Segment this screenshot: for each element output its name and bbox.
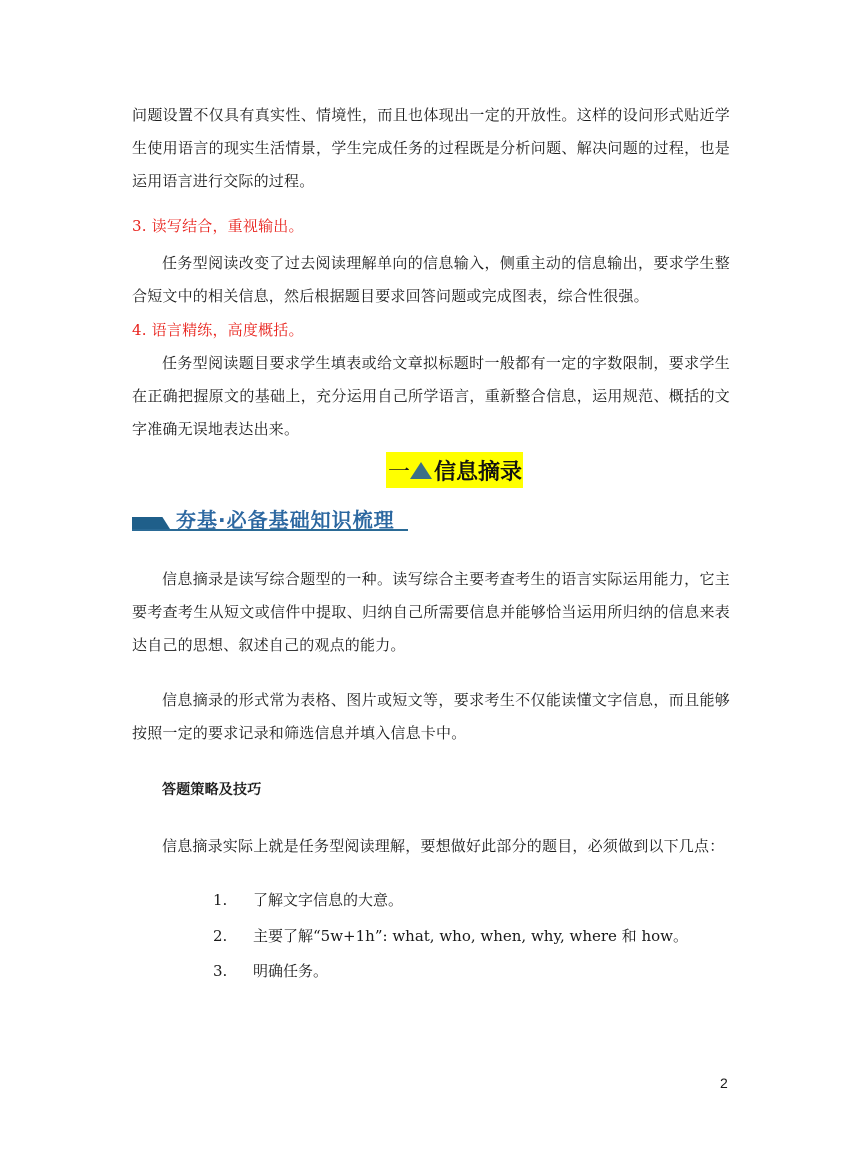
list-number: 1. <box>213 891 228 909</box>
point-3-heading: 3. 读写结合，重视输出。 <box>132 217 304 235</box>
list-item <box>213 925 688 946</box>
paragraph-definition: 信息摘录是读写综合题型的一种。读写综合主要考查考生的语言实际运用能力，它主要考查考生从短文或信件中提取、归纳自己所需要信息并能够恰当运用所归纳的信息来表达自己的思想、叙述自己的观点的能力。 <box>132 570 730 654</box>
paragraph-point-4: 任务型阅读题目要求学生填表或给文章拟标题时一般都有一定的字数限制，要求学生在正确把握原文的基础上，充分运用自己所学语言，重新整合信息，运用规范、概括的文字准确无误地表达出来。 <box>132 354 730 438</box>
list-item <box>213 889 403 910</box>
section-banner <box>132 500 432 538</box>
paragraph-strategy: 信息摘录实际上就是任务型阅读理解，要想做好此部分的题目，必须做到以下几点： <box>162 837 725 855</box>
list-text: 主要了解“5w+1h”: what, who, when, why, where 和 how。 <box>253 927 688 945</box>
banner-bar-icon <box>132 517 170 529</box>
paragraph-point-3: 任务型阅读改变了过去阅读理解单向的信息输入，侧重主动的信息输出，要求学生整合短文中的相关信息，然后根据题目要求回答问题或完成图表，综合性很强。 <box>132 254 730 305</box>
triangle-icon <box>410 462 432 479</box>
list-text: 明确任务。 <box>253 962 329 980</box>
paragraph-forms: 信息摘录的形式常为表格、图片或短文等，要求考生不仅能读懂文字信息，而且能够按照一定的要求记录和筛选信息并填入信息卡中。 <box>132 691 730 742</box>
page-number: 2 <box>720 1075 728 1091</box>
list-number: 2. <box>213 927 228 945</box>
section-dash: 一 <box>388 459 411 485</box>
strategy-title: 答题策略及技巧 <box>162 782 262 798</box>
list-number: 3. <box>213 962 228 980</box>
list-text: 了解文字信息的大意。 <box>253 891 404 909</box>
section-heading <box>386 452 523 488</box>
paragraph-intro: 问题设置不仅具有真实性、情境性，而且也体现出一定的开放性。这样的设问形式贴近学生使用语言的现实生活情景，学生完成任务的过程既是分析问题、解决问题的过程，也是运用语言进行交际的过程。 <box>132 106 730 190</box>
list-item <box>213 960 328 981</box>
banner-text: 夯基·必备基础知识梳理 <box>176 508 395 532</box>
section-title: 信息摘录 <box>434 459 523 485</box>
point-4-heading: 4. 语言精练，高度概括。 <box>132 321 304 339</box>
